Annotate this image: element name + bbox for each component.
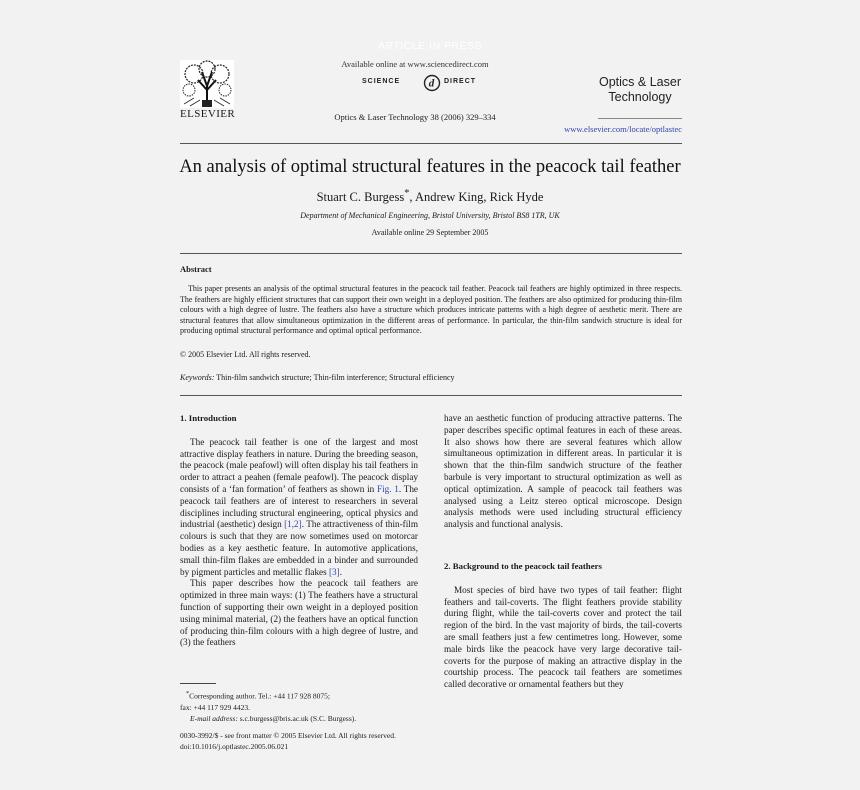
background-paragraph-1: Most species of bird have two types of tail feather: flight feathers and tail-coverts. The flight feathers provide stability during flight, while the tail-coverts cover and protect the tail region of the bird. In the vast majority of birds, the tail-coverts are small feathers just a few centimetres long. However, some male birds like the peacock have very large decorative tail-coverts for the purpose of making an attractive display in the courtship process. The peacock tail feathers are sometimes called decorative or ornamental feathers but they bbox=[444, 584, 682, 690]
publisher-logo-text: ELSEVIER bbox=[180, 108, 236, 120]
online-date: Available online 29 September 2005 bbox=[371, 228, 489, 237]
intro-p1-text-c: . The attractiveness of thin-film colours is such that they are now sometimes used on motorcar bodies as a key aesthetic feature. In automotive applications, small thin-film flakes are embedded in a binder and surrounded by pigment particles and metallic flakes bbox=[180, 519, 418, 577]
left-column bbox=[180, 413, 418, 649]
journal-url-link[interactable]: www.elsevier.com/locate/optlastec bbox=[564, 124, 682, 134]
reference-1-2-link[interactable]: [1,2] bbox=[284, 519, 302, 530]
doi-line[interactable]: doi:10.1016/j.optlastec.2005.06.021 bbox=[180, 742, 289, 751]
sciencedirect-right-text: DIRECT bbox=[444, 78, 477, 85]
front-matter-line-1: 0030-3992/$ - see front matter © 2005 Elsevier Ltd. All rights reserved. bbox=[180, 731, 396, 740]
intro-paragraph-1 bbox=[180, 437, 418, 579]
journal-logo-divider bbox=[598, 118, 682, 119]
abstract-body: This paper presents an analysis of the optimal structural features in the peacock tail feather. Peacock tail feathers are highly optimized in three respects. The feathers are highly efficient structures that can support their own weight in a deployed position. The feathers are also optimized for producing thin-film colours with a high degree of lustre. The feathers also have a structure which produces intricate patterns with a high degree of aesthetic merit. There are structural features that allow simultaneous optimization in the different areas of performance. In particular, the thin-film sandwich structure is ideal for producing optimal structural performance and optimal optical performance. bbox=[180, 284, 682, 336]
right-column bbox=[444, 413, 682, 691]
journal-logo-line-2: Technology bbox=[608, 90, 672, 104]
footnote-mark: * bbox=[186, 690, 190, 697]
introduction-heading: 1. Introduction bbox=[180, 413, 237, 423]
svg-text:d: d bbox=[428, 77, 436, 90]
footnote-line-1 bbox=[180, 688, 420, 702]
figure-1-link[interactable]: Fig. 1 bbox=[376, 483, 399, 494]
footnote-email[interactable]: s.c.burgess@bris.ac.uk (S.C. Burgess). bbox=[237, 713, 357, 723]
other-authors: , Andrew King, Rick Hyde bbox=[409, 190, 544, 205]
journal-logo-line-1: Optics & Laser bbox=[599, 75, 681, 89]
footnote-email-line bbox=[180, 713, 420, 724]
footnote-phone: Corresponding author. Tel.: +44 117 928 8075; bbox=[189, 691, 330, 701]
background-heading: 2. Background to the peacock tail feathers bbox=[444, 560, 602, 571]
footnotes bbox=[180, 688, 420, 724]
sciencedirect-at-icon bbox=[422, 74, 442, 92]
footnote-divider bbox=[180, 683, 216, 684]
keywords-label: Keywords: bbox=[180, 373, 215, 382]
corresponding-author-mark[interactable]: * bbox=[404, 188, 410, 199]
article-in-press-banner: ARTICLE IN PRESS bbox=[377, 40, 483, 52]
journal-logo bbox=[597, 75, 683, 105]
first-author: Stuart C. Burgess bbox=[316, 190, 405, 205]
intro-p1-text-d: . bbox=[339, 566, 343, 577]
article-title: An analysis of optimal structural features in the peacock tail feather bbox=[179, 157, 681, 177]
footnote-email-label: E-mail address: bbox=[190, 713, 238, 723]
intro-p1-text-a: The peacock tail feather is one of the largest and most attractive display feathers in nature. During the breeding season, the peacock (male peafowl) will often display his tail feathers in order to attract a peahen (female peafowl). The peacock display consists of a ‘fan formation’ of feathers as shown in bbox=[180, 436, 418, 494]
available-online-text: Available online at www.sciencedirect.com bbox=[341, 59, 489, 69]
intro-paragraph-2: This paper describes how the peacock tail feathers are optimized in three main ways: (1) The feathers have a structural function of supporting their own weight in a deployed position using minimal material, (2) the feathers have an optical function of producing thin-film colours with a high degree of lustre, and (3) the feathers bbox=[180, 578, 418, 648]
keywords-line bbox=[180, 373, 682, 382]
intro-p1-text-b: . The peacock tail feathers are of interest to researchers in several disciplines including structural engineering, optical physics and industrial (aesthetic) design bbox=[180, 483, 418, 530]
intro-paragraph-continued: have an aesthetic function of producing attractive patterns. The paper describes specific optimal features in each of these areas. It also shows how there are several features which allow simultaneous optimization in different areas. In particular it is shown that the thin-film sandwich structure of the feather barbule is very important to structural optimization as well as optical optimization. A sample of peacock tail feathers was analysed using a Leitz stereo optical microscope. Design analysis methods were used including structural efficiency analysis and functional analysis. bbox=[444, 413, 682, 530]
elsevier-tree-logo bbox=[180, 60, 234, 108]
abstract-bottom-divider bbox=[180, 395, 682, 396]
keywords-list: Thin-film sandwich structure; Thin-film interference; Structural efficiency bbox=[214, 373, 455, 382]
author-affiliation: Department of Mechanical Engineering, Bristol University, Bristol BS8 1TR, UK bbox=[300, 211, 560, 220]
article-authors bbox=[200, 188, 660, 205]
sciencedirect-left-text: SCIENCE bbox=[362, 78, 401, 85]
abstract-copyright: © 2005 Elsevier Ltd. All rights reserved. bbox=[180, 350, 311, 359]
header-divider bbox=[180, 143, 682, 144]
front-matter bbox=[180, 730, 430, 752]
abstract-heading: Abstract bbox=[180, 264, 212, 274]
sciencedirect-logo bbox=[332, 74, 500, 92]
footnote-fax: fax: +44 117 929 4423. bbox=[180, 702, 250, 712]
abstract-top-divider bbox=[180, 253, 682, 254]
journal-citation: Optics & Laser Technology 38 (2006) 329–334 bbox=[334, 112, 496, 122]
reference-3-link[interactable]: [3] bbox=[329, 566, 340, 577]
